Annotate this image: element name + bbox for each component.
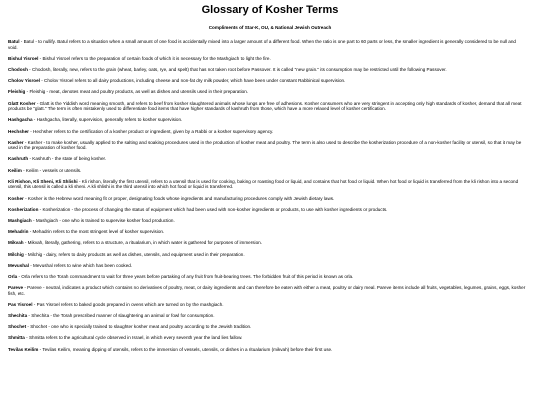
glossary-term: Mehadrin [8, 229, 29, 235]
glossary-term: Hechsher [8, 128, 29, 134]
glossary-term: Glatt Kosher [8, 100, 36, 106]
glossary-entry: Keilim - Keilim - vessels or utensils. [8, 167, 82, 173]
glossary-term: Kosher [8, 195, 24, 201]
glossary-definition: Hashgacha, literally, supervision, generally refers to kosher supervision. [36, 117, 183, 123]
glossary-definition: Bishul Yisroel refers to the preparation of certain foods of which it is necessary for the Mashgiach to light the fire. [42, 55, 271, 61]
glossary-term: Kashruth [8, 156, 29, 162]
glossary-definition: Glatt is the Yiddish word meaning smooth, and refers to beef from kosher slaughtered animals whose lungs are free of adhesions. Kosher consumers who are very stringent in accepting only high standards of kosher, demand that all meat products be "glatt." The term is often mistakenly used to differentiate food items that have higher standards of kashruth from those, which have a more relaxed level of kosher certification. [8, 100, 522, 112]
glossary-entry: Hashgacha - Hashgacha, literally, supervision, generally refers to kosher supervision. [8, 117, 183, 123]
glossary-entry: Fleishig - Fleishig - meat, denotes meat and poultry products, as well as dishes and utensils used in their preparation. [8, 89, 249, 95]
glossary-entry: Tevilas Keilim - Tevilas Keilim, meaning dipping of utensils, refers to the immersion of vessels, utensils, or dishes in a ritualarium (mikvah) before their first use. [8, 346, 333, 352]
glossary-entry: Pas Yisroel - Pas Yisroel refers to baked goods prepared in ovens which are turned on by the mashgiach. [8, 301, 224, 307]
glossary-definition: Mehadrin refers to the most stringent level of kosher supervision. [32, 229, 165, 235]
glossary-entry: Pareve - Pareve - neutral, indicates a product which contains no derivatives of poultry, meat, or dairy ingredients and can therefore be eaten with either a meat, poultry or dairy meal. Pareve items include all fruits, vegetables, legumes, grains, eggs, kosher fish, etc. [8, 285, 526, 296]
glossary-term: Pareve [8, 285, 24, 291]
page-subtitle: Compliments of Star-K, OU, & National Jewish Outreach [208, 25, 332, 30]
glossary-entry: Cholov Yisroel - Cholov Yisroel refers to all dairy productions, including cheese and non-fat dry milk powder, which have been under constant Rabbinical supervision. [8, 78, 346, 84]
glossary-definition: Tevilas Keilim, meaning dipping of utensils, refers to the immersion of vessels, utensils, or dishes in a ritualarium (mikvah) before their first use. [42, 346, 333, 352]
glossary-definition: Keilim - vessels or utensils. [25, 167, 82, 173]
glossary-definition: Shechita - the Torah prescribed manner of slaughtering an animal or fowl for consumption. [31, 313, 215, 319]
glossary-term: Kosherization [8, 206, 39, 212]
glossary-term: Keilim [8, 167, 22, 173]
glossary-entry: Mashgiach - Mashgiach - one who is trained to supervise kosher food production. [8, 218, 175, 223]
glossary-term: Orla [8, 273, 18, 279]
glossary-entry: Mikvah - Mikvah, literally, gathering, refers to a structure, a ritualarium, in which water is gathered for purposes of immersion. [8, 240, 262, 246]
glossary-term: Tevilas Keilim [8, 346, 39, 352]
glossary-definition: Chodosh, literally, new, refers to the grain (wheat, barley, oats, rye, and spelt) that has not taken root before Passover. It is called "new grain." its consumption may be restricted until the following Passover. [32, 66, 447, 72]
glossary-definition: Kosherization - the process of changing the status of equipment which had been used with non-kosher ingredients or products, to use with kosher ingredients or products. [42, 206, 388, 212]
glossary-definition: Hechsher refers to the certification of a kosher product or ingredient, given by a Rabbi or a kosher supervisory agency. [33, 128, 274, 134]
glossary-term: Shmitta [8, 335, 25, 341]
glossary-definition: Cholov Yisroel refers to all dairy productions, including cheese and non-fat dry milk powder, which have been under constant Rabbinical supervision. [44, 78, 346, 84]
page-title: Glossary of Kosher Terms [201, 4, 339, 16]
glossary-definition: Shochet - one who is specially trained to slaughter kosher meat and poultry according to the Jewish tradition. [30, 324, 252, 330]
glossary-entry: Kosherization - Kosherization - the process of changing the status of equipment which had been used with non-kosher ingredients or products, to use with kosher ingredients or products. [8, 206, 388, 212]
glossary-term: Chodosh [8, 66, 28, 72]
glossary-definition: Pas Yisroel refers to baked goods prepared in ovens which are turned on by the mashgiach. [36, 301, 224, 307]
glossary-definition: Batul - to nullify. Batul refers to a situation when a small amount of one food is accidentally mixed into a larger amount of a different food. When the ratio is one part to 60 parts or less, the smaller ingredient is generally considered to be null and void. [8, 39, 516, 50]
glossary-definition: Milchig - dairy, refers to dairy products as well as dishes, utensils, and equipment used in their preparation. [27, 251, 245, 257]
glossary-term: Hashgacha [8, 117, 33, 123]
glossary-definition: Orla refers to the Torah commandment to wait for three years before partaking of any fruit from fruit-bearing trees. The forbidden fruit of this period is known as orla. [21, 273, 354, 279]
glossary-definition: Kashruth - the state of being kosher. [32, 156, 107, 162]
glossary-list [8, 39, 532, 352]
glossary-definition: Fleishig - meat, denotes meat and poultry products, as well as dishes and utensils used in their preparation. [29, 89, 249, 95]
glossary-entry: Chodosh - Chodosh, literally, new, refers to the grain (wheat, barley, oats, rye, and spelt) that has not taken root before Passover. It is called "new grain." its consumption may be restricted until the following Passover. [8, 66, 447, 72]
glossary-term: Mikvah [8, 240, 24, 246]
glossary-term: Mashgiach [8, 218, 32, 223]
glossary-entry: Bishul Yisroel - Bishul Yisroel refers to the preparation of certain foods of which it is necessary for the Mashgiach to light the fire. [8, 55, 271, 61]
glossary-definition: Kosher is the Hebrew word meaning fit or proper, designating foods whose ingredients and manufacturing procedures comply with Jewish dietary laws. [27, 195, 335, 201]
glossary-entry: Kashruth - Kashruth - the state of being kosher. [8, 156, 107, 162]
glossary-entry: Shochet - Shochet - one who is specially trained to slaughter kosher meat and poultry according to the Jewish tradition. [8, 324, 252, 330]
glossary-entry: Shmitta - Shmitta refers to the agricultural cycle observed in Israel, in which every seventh year the land lies fallow. [8, 335, 243, 341]
glossary-entry: Kosher - Kosher is the Hebrew word meaning fit or proper, designating foods whose ingredients and manufacturing procedures comply with Jewish dietary laws. [8, 195, 335, 201]
glossary-definition: Mashgiach - one who is trained to supervise kosher food production. [35, 218, 175, 223]
glossary-term: Shochet [8, 324, 27, 330]
glossary-entry: Kli Rishon, Kli Sheni, Kli Shlishi - Kli rishon, literally the first utensil, refers to a utensil that is used for cooking, baking or roasting food or liquid, and contains that hot food or liquid. When hot food or liquid is transferred from the kli rishon into a second utensil, this utensil is called a kli sheni. A kli shlishi is the third utensil into which hot food or liquid is transferred. [8, 178, 519, 190]
glossary-definition: Mevushal refers to wine which has been cooked. [33, 262, 133, 268]
glossary-definition: Kli rishon, literally the first utensil, refers to a utensil that is used for cooking, baking or roasting food or liquid, and contains that hot food or liquid. When hot food or liquid is transferred from the kli rishon into a second utensil, this utensil is called a kli sheni. A kli shlishi is the third utensil into which hot food or liquid is transferred. [8, 178, 519, 190]
glossary-entry: Mevushal - Mevushal refers to wine which has been cooked. [8, 262, 133, 268]
glossary-term: Kasher [8, 139, 24, 145]
glossary-entry: Milchig - Milchig - dairy, refers to dairy products as well as dishes, utensils, and equipment used in their preparation. [8, 251, 245, 257]
glossary-term: Pas Yisroel [8, 301, 33, 307]
glossary-definition: Kasher - to make kosher, usually applied to the salting and soaking procedures used in the production of kosher meat and poultry. The term is also used to describe the kosherization procedure of a non-kosher facility or utensil, so that it may be used in the preparation of kosher food. [8, 139, 522, 151]
glossary-definition: Shmitta refers to the agricultural cycle observed in Israel, in which every seventh year the land lies fallow. [28, 335, 243, 341]
glossary-term: Shechita [8, 313, 28, 319]
glossary-entry: Orla - Orla refers to the Torah commandment to wait for three years before partaking of any fruit from fruit-bearing trees. The forbidden fruit of this period is known as orla. [8, 273, 354, 279]
glossary-entry: Batul - Batul - to nullify. Batul refers to a situation when a small amount of one food is accidentally mixed into a larger amount of a different food. When the ratio is one part to 60 parts or less, the smaller ingredient is generally considered to be null and void. [8, 39, 516, 50]
glossary-definition: Mikvah, literally, gathering, refers to a structure, a ritualarium, in which water is gathered for purposes of immersion. [27, 240, 262, 246]
glossary-term: Batul [8, 39, 20, 44]
glossary-term: Milchig [8, 251, 24, 257]
glossary-term: Bishul Yisroel [8, 55, 39, 61]
glossary-entry: Shechita - Shechita - the Torah prescribed manner of slaughtering an animal or fowl for consumption. [8, 313, 215, 319]
glossary-term: Cholov Yisroel [8, 78, 40, 84]
glossary-entry: Hechsher - Hechsher refers to the certification of a kosher product or ingredient, given by a Rabbi or a kosher supervisory agency. [8, 128, 274, 134]
glossary-definition: Pareve - neutral, indicates a product which contains no derivatives of poultry, meat, or dairy ingredients and can therefore be eaten with either a meat, poultry or dairy meal. Pareve items include all fruits, vegetables, legumes, grains, eggs, kosher fish, etc. [8, 285, 526, 296]
glossary-entry: Kasher - Kasher - to make kosher, usually applied to the salting and soaking procedures used in the production of kosher meat and poultry. The term is also used to describe the kosherization procedure of a non-kosher facility or utensil, so that it may be used in the preparation of kosher food. [8, 139, 522, 151]
glossary-entry: Mehadrin - Mehadrin refers to the most stringent level of kosher supervision. [8, 229, 165, 235]
glossary-term: Kli Rishon, Kli Sheni, Kli Shlishi [8, 178, 78, 184]
glossary-entry: Glatt Kosher - Glatt is the Yiddish word meaning smooth, and refers to beef from kosher slaughtered animals whose lungs are free of adhesions. Kosher consumers who are very stringent in accepting only high standards of kosher, demand that all meat products be "glatt." The term is often mistakenly used to differentiate food items that have higher standards of kashruth from those, which have a more relaxed level of kosher certification. [8, 100, 522, 112]
glossary-term: Mevushal [8, 262, 29, 268]
glossary-term: Fleishig [8, 89, 26, 95]
